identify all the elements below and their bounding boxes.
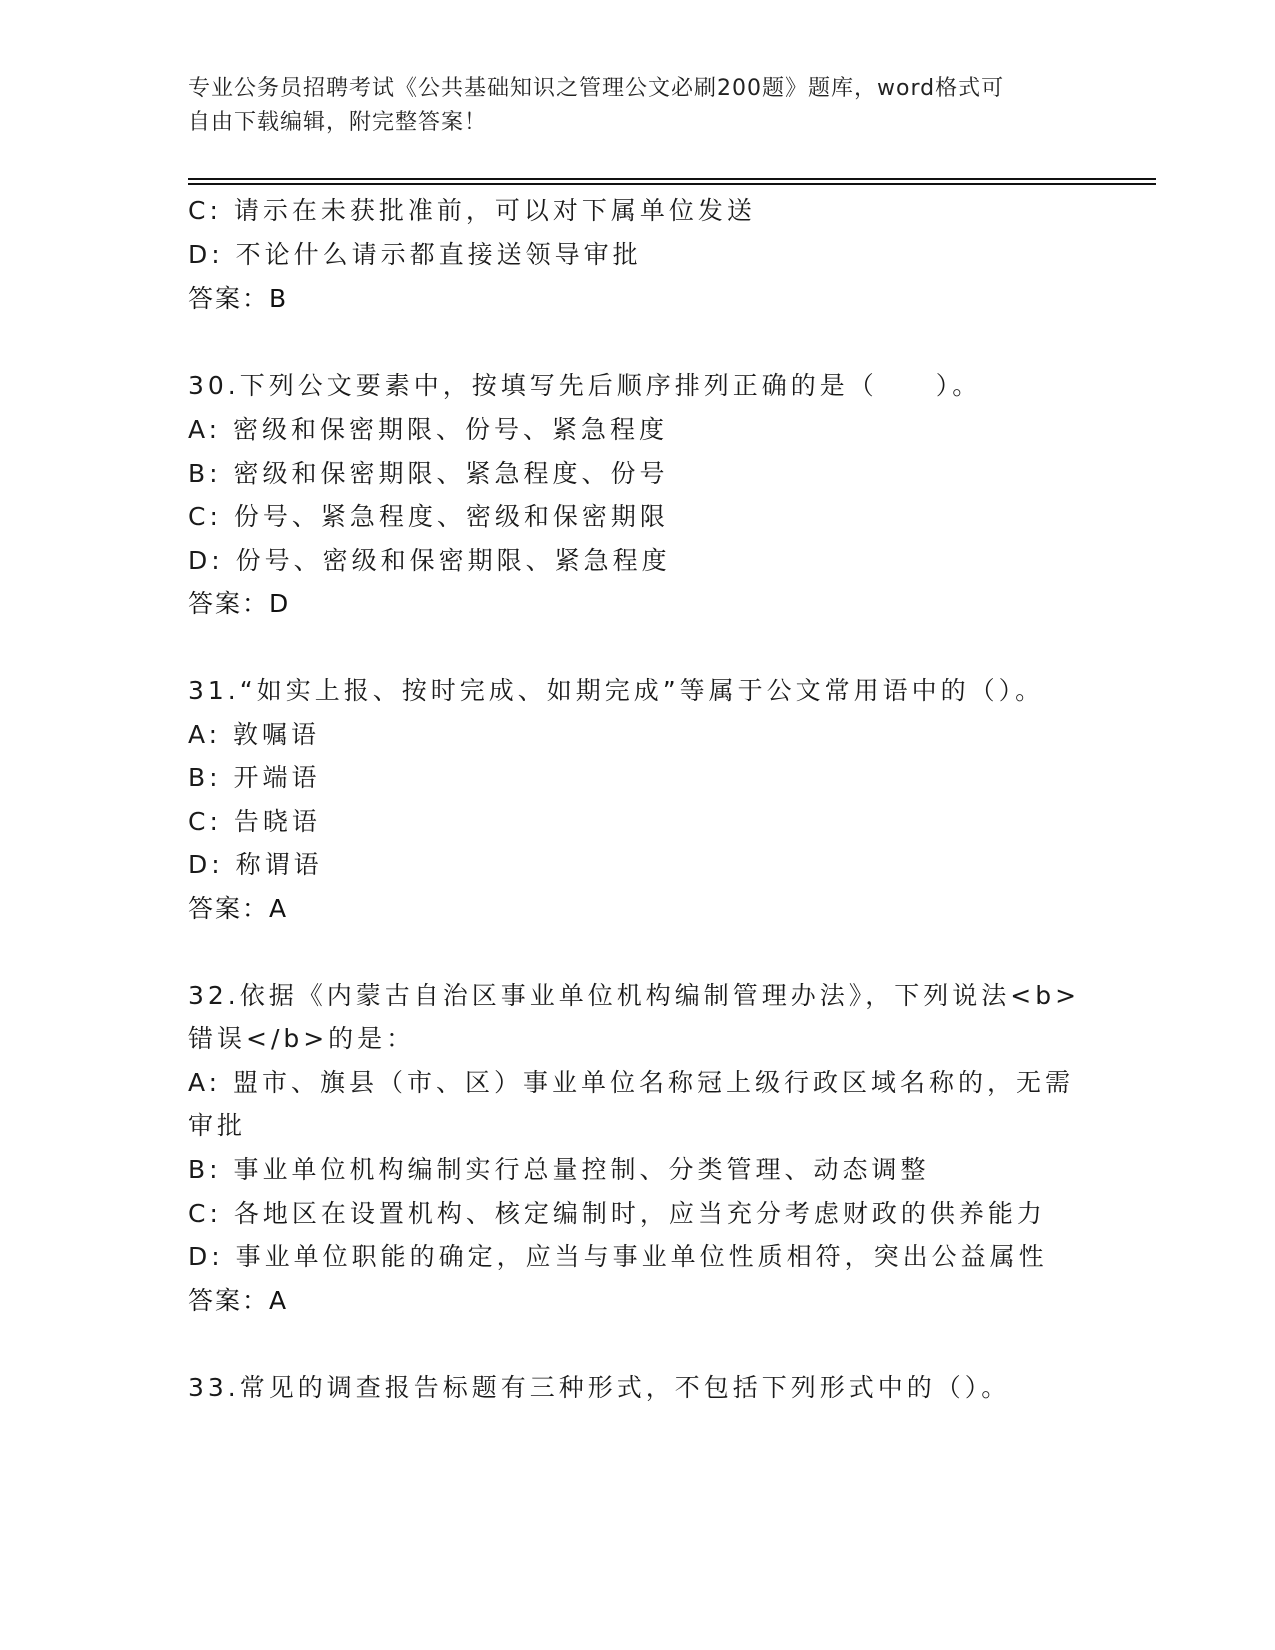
q31-option-a: A: 敦嘱语 bbox=[188, 720, 321, 749]
q29-option-d: D: 不论什么请示都直接送领导审批 bbox=[188, 240, 642, 269]
q32-option-d: D: 事业单位职能的确定，应当与事业单位性质相符，突出公益属性 bbox=[188, 1242, 1048, 1271]
q32-option-a-line-2: 审批 bbox=[188, 1111, 247, 1140]
document-header bbox=[188, 72, 1088, 140]
q31-answer: 答案：A bbox=[188, 894, 289, 923]
q30-option-b: B: 密级和保密期限、紧急程度、份号 bbox=[188, 459, 669, 488]
q32-option-b: B: 事业单位机构编制实行总量控制、分类管理、动态调整 bbox=[188, 1155, 930, 1184]
q31-option-c: C: 告晓语 bbox=[188, 807, 321, 836]
q30-option-a: A: 密级和保密期限、份号、紧急程度 bbox=[188, 415, 669, 444]
q31-option-d: D: 称谓语 bbox=[188, 850, 323, 879]
q29-answer: 答案：B bbox=[188, 284, 289, 313]
q32-option-c: C: 各地区在设置机构、核定编制时，应当充分考虑财政的供养能力 bbox=[188, 1199, 1046, 1228]
q32-stem-line-1: 32.依据《内蒙古自治区事业单位机构编制管理办法》，下列说法<b> bbox=[188, 981, 1081, 1010]
q29-option-c: C: 请示在未获批准前，可以对下属单位发送 bbox=[188, 196, 756, 225]
header-line-1: 专业公务员招聘考试《公共基础知识之管理公文必刷200题》题库，word格式可 bbox=[188, 76, 1005, 101]
q30-answer: 答案：D bbox=[188, 589, 291, 618]
q30-option-d: D: 份号、密级和保密期限、紧急程度 bbox=[188, 546, 671, 575]
q32-option-a-line-1: A: 盟市、旗县（市、区）事业单位名称冠上级行政区域名称的，无需 bbox=[188, 1068, 1075, 1097]
header-line-2: 自由下载编辑，附完整答案！ bbox=[188, 110, 488, 135]
q30-stem: 30.下列公文要素中，按填写先后顺序排列正确的是（ ）。 bbox=[188, 371, 982, 400]
q30-option-c: C: 份号、紧急程度、密级和保密期限 bbox=[188, 502, 669, 531]
q32-stem-line-2: 错误</b>的是： bbox=[188, 1024, 416, 1053]
header-divider-bottom bbox=[188, 183, 1156, 185]
q32-answer: 答案：A bbox=[188, 1286, 289, 1315]
q31-stem: 31.“如实上报、按时完成、如期完成”等属于公文常用语中的（）。 bbox=[188, 676, 1045, 705]
q33-stem: 33.常见的调查报告标题有三种形式，不包括下列形式中的（）。 bbox=[188, 1373, 1011, 1402]
header-divider-top bbox=[188, 178, 1156, 180]
q31-option-b: B: 开端语 bbox=[188, 763, 321, 792]
